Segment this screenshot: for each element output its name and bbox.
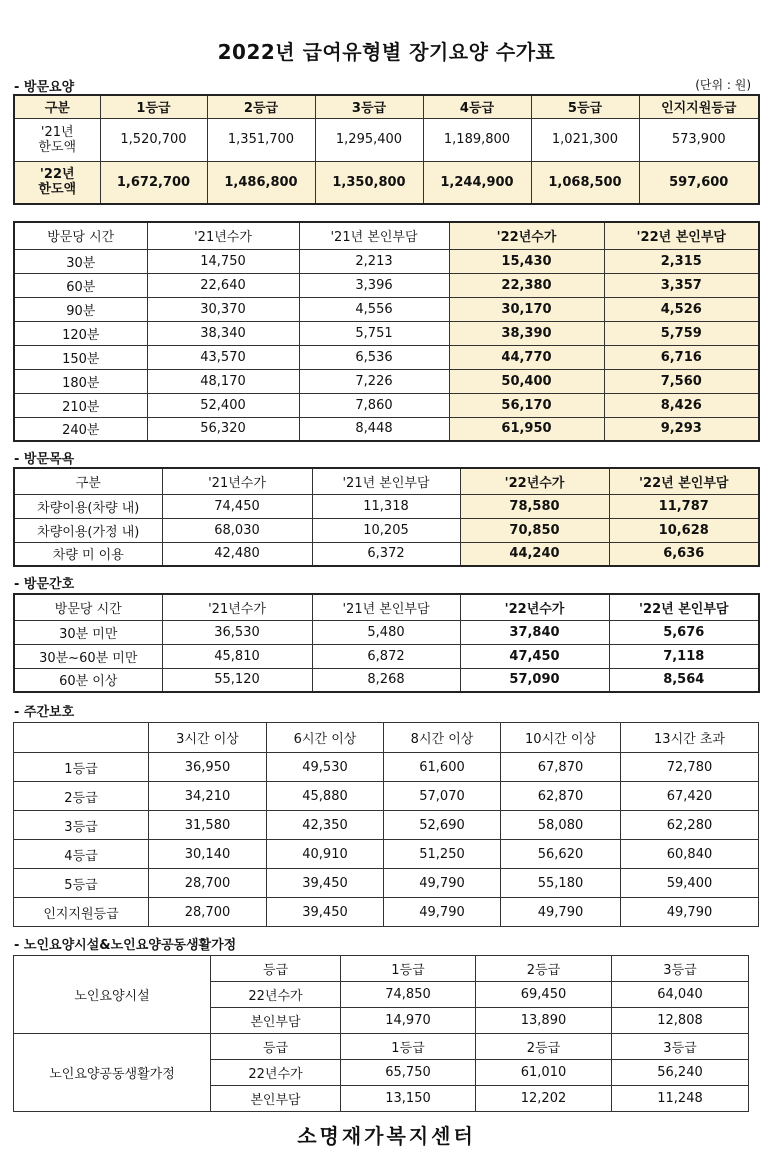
visit-care-row [14, 393, 759, 417]
row-label: 차량 미 이용 [14, 542, 162, 566]
column-header: '22년 본인부담 [609, 468, 759, 494]
fee-value-cell: 56,170 [449, 393, 604, 417]
fee-value-cell: 55,120 [162, 668, 312, 692]
fee-value-cell: 6,716 [604, 345, 759, 369]
column-header: 인지지원등급 [639, 95, 759, 118]
row-label: 150분 [14, 345, 147, 369]
row-label: 인지지원등급 [14, 898, 149, 927]
column-header: '21년 본인부담 [299, 222, 449, 249]
page-title: 2022년 급여유형별 장기요양 수가표 [217, 40, 556, 64]
fee-value-cell: 52,400 [147, 393, 299, 417]
fee-value-cell: 47,450 [460, 644, 609, 668]
limit-value-cell: 597,600 [639, 161, 759, 204]
fee-value-cell: 38,390 [449, 321, 604, 345]
limit-value-cell: 573,900 [639, 118, 759, 161]
fee-value-cell: 49,530 [267, 753, 384, 782]
column-header: 8시간 이상 [384, 723, 501, 753]
visit-care-row [14, 369, 759, 393]
fee-value-cell: 3등급 [612, 1034, 749, 1060]
visit-nursing-header-row [14, 594, 759, 620]
limit-amount-table [13, 94, 760, 205]
limit-value-cell: 1,295,400 [315, 118, 423, 161]
row-label: 180분 [14, 369, 147, 393]
fee-value-cell: 6,536 [299, 345, 449, 369]
fee-value-cell: 39,450 [267, 869, 384, 898]
column-header: 13시간 초과 [621, 723, 759, 753]
section-visit-care-label: - 방문요양 [14, 80, 75, 95]
visit-nursing-row [14, 668, 759, 692]
fee-value-cell: 7,118 [609, 644, 759, 668]
row-label: 30분 미만 [14, 620, 162, 644]
limit-row [14, 161, 759, 204]
visit-bath-header-row [14, 468, 759, 494]
visit-care-row [14, 345, 759, 369]
fee-value-cell: 30,140 [149, 840, 267, 869]
fee-value-cell: 2등급 [476, 956, 612, 982]
column-header: 구분 [14, 468, 162, 494]
fee-value-cell: 13,890 [476, 1008, 612, 1034]
fee-value-cell: 34,210 [149, 782, 267, 811]
footer-org-name: 소명재가복지센터 [297, 1124, 476, 1148]
limit-value-cell: 1,021,300 [531, 118, 639, 161]
column-header: '22년 본인부담 [609, 594, 759, 620]
fee-value-cell: 62,280 [621, 811, 759, 840]
fee-value-cell: 2등급 [476, 1034, 612, 1060]
fee-value-cell: 78,580 [460, 494, 609, 518]
fee-value-cell: 1등급 [341, 956, 476, 982]
fee-value-cell: 56,620 [501, 840, 621, 869]
fee-value-cell: 6,636 [609, 542, 759, 566]
fee-value-cell: 68,030 [162, 518, 312, 542]
fee-value-cell: 56,240 [612, 1060, 749, 1086]
row-label: 2등급 [14, 782, 149, 811]
row-label: 차량이용(가정 내) [14, 518, 162, 542]
limit-value-cell: 1,244,900 [423, 161, 531, 204]
row-label: 90분 [14, 297, 147, 321]
fee-value-cell: 10,205 [312, 518, 460, 542]
column-header: 10시간 이상 [501, 723, 621, 753]
fee-value-cell: 12,808 [612, 1008, 749, 1034]
fee-value-cell: 44,770 [449, 345, 604, 369]
day-care-row [14, 753, 759, 782]
fee-value-cell: 38,340 [147, 321, 299, 345]
fee-value-cell: 10,628 [609, 518, 759, 542]
fee-value-cell: 8,268 [312, 668, 460, 692]
column-header: 방문당 시간 [14, 594, 162, 620]
fee-value-cell: 8,448 [299, 417, 449, 441]
limit-value-cell: 1,672,700 [100, 161, 207, 204]
section-visit-bath-label: - 방문목욕 [14, 452, 75, 467]
fee-value-cell: 5,480 [312, 620, 460, 644]
fee-value-cell: 50,400 [449, 369, 604, 393]
fee-value-cell: 4,526 [604, 297, 759, 321]
fee-value-cell: 13,150 [341, 1086, 476, 1112]
visit-care-row [14, 249, 759, 273]
fee-value-cell: 28,700 [149, 898, 267, 927]
fee-value-cell: 51,250 [384, 840, 501, 869]
row-label: 4등급 [14, 840, 149, 869]
fee-value-cell: 48,170 [147, 369, 299, 393]
visit-care-row [14, 321, 759, 345]
facility-row [14, 956, 749, 982]
fee-value-cell: 61,010 [476, 1060, 612, 1086]
row-label: 22년수가 [211, 1060, 341, 1086]
fee-value-cell: 59,400 [621, 869, 759, 898]
fee-value-cell: 55,180 [501, 869, 621, 898]
visit-bath-row [14, 494, 759, 518]
fee-value-cell: 6,872 [312, 644, 460, 668]
fee-value-cell: 62,870 [501, 782, 621, 811]
fee-value-cell: 69,450 [476, 982, 612, 1008]
fee-value-cell: 36,530 [162, 620, 312, 644]
fee-value-cell: 45,880 [267, 782, 384, 811]
row-label: 본인부담 [211, 1086, 341, 1112]
section-facility-label: - 노인요양시설&노인요양공동생활가정 [14, 938, 237, 953]
row-label: 30분~60분 미만 [14, 644, 162, 668]
column-header: '21년수가 [162, 468, 312, 494]
visit-nursing-table [13, 593, 760, 693]
fee-value-cell: 11,787 [609, 494, 759, 518]
column-header: '21년수가 [147, 222, 299, 249]
visit-care-fee-table [13, 221, 760, 442]
fee-value-cell: 12,202 [476, 1086, 612, 1112]
row-label: 60분 이상 [14, 668, 162, 692]
fee-value-cell: 39,450 [267, 898, 384, 927]
fee-value-cell: 61,950 [449, 417, 604, 441]
visit-nursing-row [14, 644, 759, 668]
row-label: 5등급 [14, 869, 149, 898]
visit-care-row [14, 273, 759, 297]
day-care-row [14, 811, 759, 840]
row-label: 240분 [14, 417, 147, 441]
fee-value-cell: 49,790 [501, 898, 621, 927]
fee-value-cell: 8,564 [609, 668, 759, 692]
column-header: 1등급 [100, 95, 207, 118]
day-care-row [14, 840, 759, 869]
column-header: 5등급 [531, 95, 639, 118]
visit-care-row [14, 297, 759, 321]
fee-value-cell: 3등급 [612, 956, 749, 982]
visit-care-row [14, 417, 759, 441]
fee-value-cell: 65,750 [341, 1060, 476, 1086]
fee-value-cell: 49,790 [384, 898, 501, 927]
visit-care-header-row [14, 222, 759, 249]
limit-value-cell: 1,351,700 [207, 118, 315, 161]
fee-value-cell: 52,690 [384, 811, 501, 840]
column-header: '22년수가 [460, 468, 609, 494]
fee-value-cell: 14,970 [341, 1008, 476, 1034]
fee-value-cell: 2,213 [299, 249, 449, 273]
fee-value-cell: 22,380 [449, 273, 604, 297]
row-label: 210분 [14, 393, 147, 417]
fee-value-cell: 44,240 [460, 542, 609, 566]
visit-bath-table [13, 467, 760, 567]
row-label: 본인부담 [211, 1008, 341, 1034]
fee-value-cell: 14,750 [147, 249, 299, 273]
column-header: '21년수가 [162, 594, 312, 620]
fee-value-cell: 42,480 [162, 542, 312, 566]
fee-value-cell: 74,850 [341, 982, 476, 1008]
column-header: 방문당 시간 [14, 222, 147, 249]
fee-value-cell: 5,751 [299, 321, 449, 345]
column-header: '21년 본인부담 [312, 594, 460, 620]
fee-value-cell: 11,248 [612, 1086, 749, 1112]
fee-value-cell: 22,640 [147, 273, 299, 297]
fee-value-cell: 61,600 [384, 753, 501, 782]
fee-value-cell: 57,090 [460, 668, 609, 692]
column-header: 6시간 이상 [267, 723, 384, 753]
fee-value-cell: 42,350 [267, 811, 384, 840]
visit-bath-row [14, 518, 759, 542]
facility-type-label: 노인요양시설 [14, 956, 211, 1034]
day-care-row [14, 782, 759, 811]
limit-value-cell: 1,520,700 [100, 118, 207, 161]
row-label: 등급 [211, 956, 341, 982]
row-label: 30분 [14, 249, 147, 273]
column-header [14, 723, 149, 753]
facility-type-label: 노인요양공동생활가정 [14, 1034, 211, 1112]
fee-value-cell: 30,370 [147, 297, 299, 321]
limit-value-cell: 1,350,800 [315, 161, 423, 204]
fee-value-cell: 9,293 [604, 417, 759, 441]
limit-value-cell: 1,068,500 [531, 161, 639, 204]
fee-value-cell: 57,070 [384, 782, 501, 811]
facility-row [14, 1034, 749, 1060]
column-header: '22년수가 [460, 594, 609, 620]
column-header: '22년 본인부담 [604, 222, 759, 249]
column-header: 3등급 [315, 95, 423, 118]
limit-row [14, 118, 759, 161]
fee-value-cell: 64,040 [612, 982, 749, 1008]
fee-value-cell: 28,700 [149, 869, 267, 898]
fee-value-cell: 2,315 [604, 249, 759, 273]
row-label: '21년 한도액 [14, 118, 100, 161]
unit-label: (단위 : 원) [695, 78, 751, 92]
facility-table [13, 955, 749, 1112]
column-header: 4등급 [423, 95, 531, 118]
limit-value-cell: 1,486,800 [207, 161, 315, 204]
fee-value-cell: 74,450 [162, 494, 312, 518]
column-header: '21년 본인부담 [312, 468, 460, 494]
fee-value-cell: 15,430 [449, 249, 604, 273]
day-care-table [13, 722, 759, 927]
fee-value-cell: 72,780 [621, 753, 759, 782]
fee-value-cell: 11,318 [312, 494, 460, 518]
row-label: 등급 [211, 1034, 341, 1060]
row-label: '22년 한도액 [14, 161, 100, 204]
fee-value-cell: 36,950 [149, 753, 267, 782]
row-label: 1등급 [14, 753, 149, 782]
fee-value-cell: 5,759 [604, 321, 759, 345]
fee-value-cell: 67,870 [501, 753, 621, 782]
fee-value-cell: 4,556 [299, 297, 449, 321]
fee-value-cell: 7,560 [604, 369, 759, 393]
fee-value-cell: 49,790 [621, 898, 759, 927]
row-label: 120분 [14, 321, 147, 345]
day-care-row [14, 869, 759, 898]
fee-value-cell: 1등급 [341, 1034, 476, 1060]
fee-value-cell: 45,810 [162, 644, 312, 668]
section-visit-nursing-label: - 방문간호 [14, 577, 75, 592]
fee-value-cell: 43,570 [147, 345, 299, 369]
row-label: 차량이용(차량 내) [14, 494, 162, 518]
fee-value-cell: 30,170 [449, 297, 604, 321]
fee-value-cell: 70,850 [460, 518, 609, 542]
fee-value-cell: 3,396 [299, 273, 449, 297]
fee-value-cell: 49,790 [384, 869, 501, 898]
visit-nursing-row [14, 620, 759, 644]
fee-value-cell: 3,357 [604, 273, 759, 297]
column-header: '22년수가 [449, 222, 604, 249]
fee-value-cell: 31,580 [149, 811, 267, 840]
column-header: 3시간 이상 [149, 723, 267, 753]
fee-value-cell: 40,910 [267, 840, 384, 869]
fee-value-cell: 56,320 [147, 417, 299, 441]
row-label: 22년수가 [211, 982, 341, 1008]
fee-value-cell: 58,080 [501, 811, 621, 840]
fee-value-cell: 5,676 [609, 620, 759, 644]
column-header: 2등급 [207, 95, 315, 118]
row-label: 3등급 [14, 811, 149, 840]
column-header: 구분 [14, 95, 100, 118]
fee-value-cell: 37,840 [460, 620, 609, 644]
visit-bath-row [14, 542, 759, 566]
row-label: 60분 [14, 273, 147, 297]
fee-value-cell: 8,426 [604, 393, 759, 417]
fee-value-cell: 7,226 [299, 369, 449, 393]
day-care-header-row [14, 723, 759, 753]
limit-value-cell: 1,189,800 [423, 118, 531, 161]
fee-value-cell: 7,860 [299, 393, 449, 417]
fee-value-cell: 67,420 [621, 782, 759, 811]
limit-header-row [14, 95, 759, 118]
fee-value-cell: 60,840 [621, 840, 759, 869]
fee-value-cell: 6,372 [312, 542, 460, 566]
day-care-row [14, 898, 759, 927]
section-day-care-label: - 주간보호 [14, 705, 75, 720]
